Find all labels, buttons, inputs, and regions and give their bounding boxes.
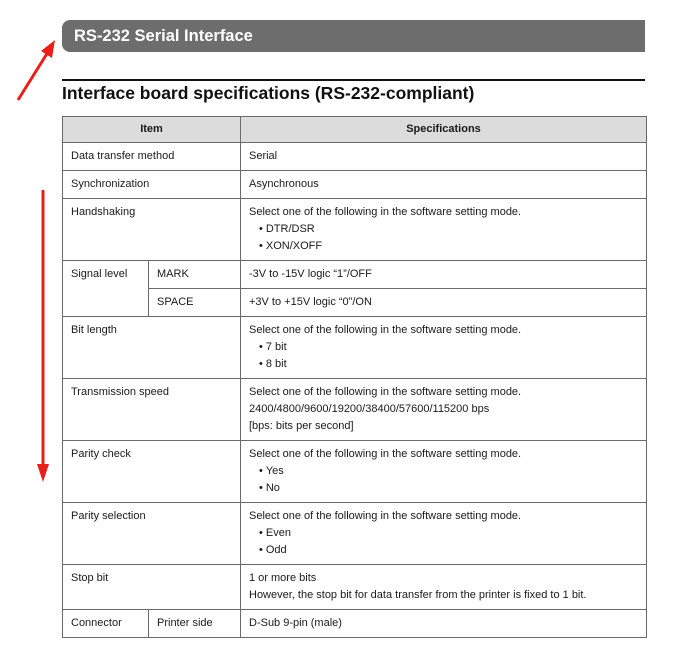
page-heading: Interface board specifications (RS-232-compliant) xyxy=(62,83,475,103)
spec-text: However, the stop bit for data transfer from the printer is fixed to 1 bit. xyxy=(249,589,587,601)
spec-cell: Serial xyxy=(241,143,647,171)
sub-item-cell: MARK xyxy=(149,261,241,289)
item-cell: Parity check xyxy=(63,441,241,503)
list-item: • No xyxy=(249,480,638,497)
spec-cell: D-Sub 9-pin (male) xyxy=(241,610,647,638)
item-cell: Bit length xyxy=(63,317,241,379)
spec-text: Select one of the following in the software setting mode. xyxy=(249,386,522,398)
heading-rule xyxy=(62,79,645,81)
spec-cell xyxy=(241,199,647,261)
option-list xyxy=(249,463,638,497)
table-row xyxy=(63,261,647,289)
table-header-row xyxy=(63,117,647,143)
table-row xyxy=(63,289,647,317)
option-list xyxy=(249,339,638,373)
specifications-table xyxy=(62,116,647,638)
table-row xyxy=(63,171,647,199)
table-row xyxy=(63,143,647,171)
spec-cell: Asynchronous xyxy=(241,171,647,199)
table-row xyxy=(63,503,647,565)
item-cell: Synchronization xyxy=(63,171,241,199)
table-row xyxy=(63,379,647,441)
header-item: Item xyxy=(63,117,241,143)
spec-text: Select one of the following in the software setting mode. xyxy=(249,448,522,460)
spec-text: Select one of the following in the software setting mode. xyxy=(249,324,522,336)
spec-cell xyxy=(241,317,647,379)
item-cell: Parity selection xyxy=(63,503,241,565)
spec-cell: +3V to +15V logic “0”/ON xyxy=(241,289,647,317)
spec-cell xyxy=(241,441,647,503)
option-list xyxy=(249,525,638,559)
table-row xyxy=(63,199,647,261)
item-cell: Stop bit xyxy=(63,565,241,610)
list-item: • XON/XOFF xyxy=(249,238,638,255)
header-specifications: Specifications xyxy=(241,117,647,143)
spec-text: [bps: bits per second] xyxy=(249,420,354,432)
item-cell: Data transfer method xyxy=(63,143,241,171)
section-title-bar xyxy=(62,20,645,52)
list-item: • Odd xyxy=(249,542,638,559)
list-item: • 8 bit xyxy=(249,356,638,373)
list-item: • 7 bit xyxy=(249,339,638,356)
sub-item-cell: Printer side xyxy=(149,610,241,638)
spec-text: 2400/4800/9600/19200/38400/57600/115200 bps xyxy=(249,403,490,415)
table-row xyxy=(63,610,647,638)
list-item: • DTR/DSR xyxy=(249,221,638,238)
section-title: RS-232 Serial Interface xyxy=(74,27,253,45)
spec-cell xyxy=(241,503,647,565)
list-item: • Yes xyxy=(249,463,638,480)
list-item: • Even xyxy=(249,525,638,542)
option-list xyxy=(249,221,638,255)
spec-text: 1 or more bits xyxy=(249,572,317,584)
spec-cell xyxy=(241,565,647,610)
spec-cell: -3V to -15V logic “1”/OFF xyxy=(241,261,647,289)
spec-cell xyxy=(241,379,647,441)
table-row xyxy=(63,317,647,379)
sub-item-cell: SPACE xyxy=(149,289,241,317)
spec-text: Select one of the following in the software setting mode. xyxy=(249,206,522,218)
table-row xyxy=(63,441,647,503)
item-cell: Transmission speed xyxy=(63,379,241,441)
item-cell: Signal level xyxy=(63,261,149,317)
item-cell: Connector xyxy=(63,610,149,638)
spec-text: Select one of the following in the software setting mode. xyxy=(249,510,522,522)
item-cell: Handshaking xyxy=(63,199,241,261)
table-row xyxy=(63,565,647,610)
